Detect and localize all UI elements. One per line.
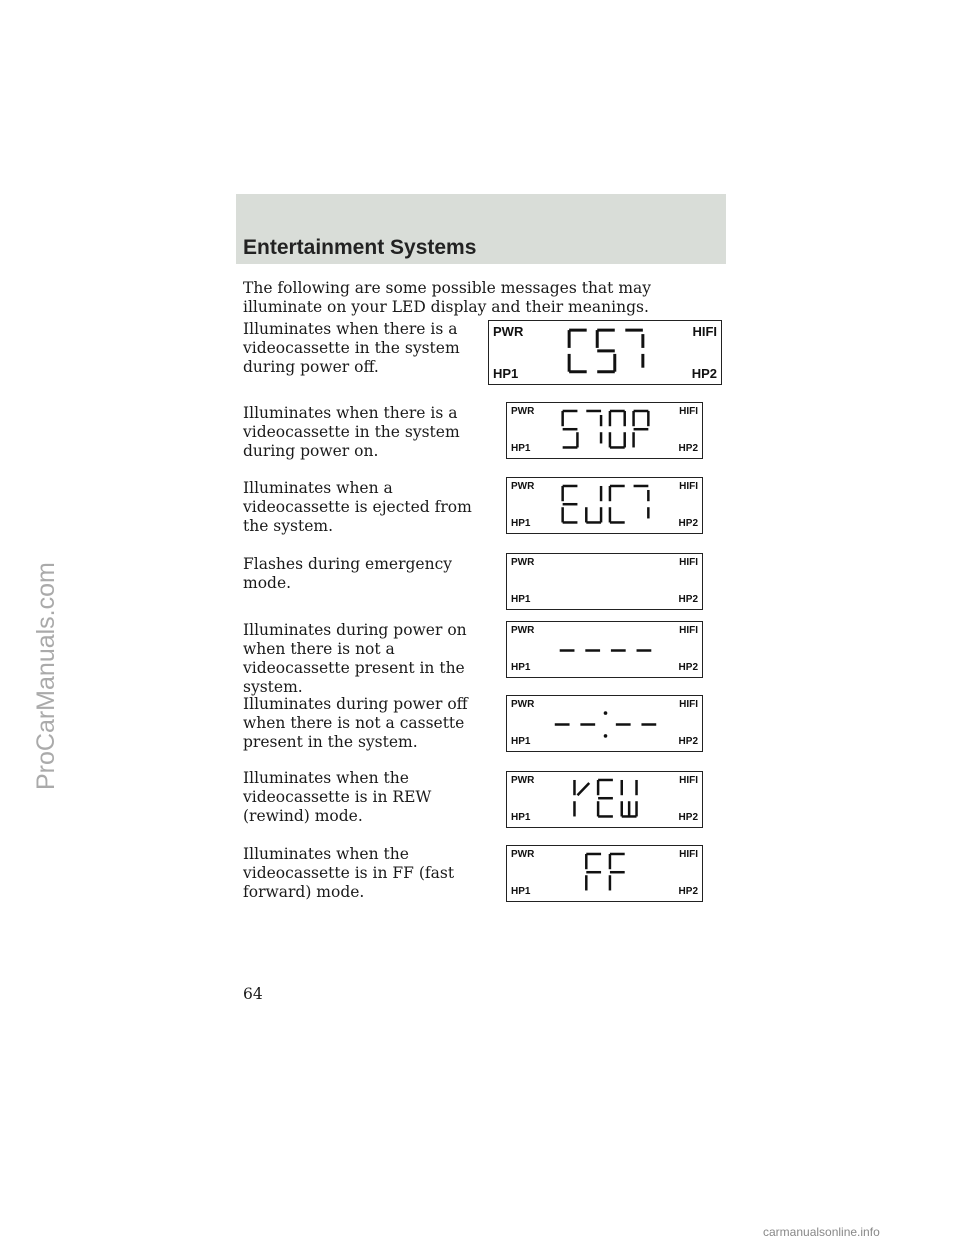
description-emergency: Flashes during emergency mode. — [243, 555, 453, 592]
description-no-cassette-power-on: Illuminates during power on when there is not a videocassette present in the system. — [243, 621, 467, 696]
hifi-indicator: HIFI — [679, 699, 698, 710]
lcd-display-rew — [506, 771, 703, 828]
hp1-indicator: HP1 — [511, 443, 531, 454]
hifi-indicator: HIFI — [679, 481, 698, 492]
hifi-indicator: HIFI — [679, 849, 698, 860]
watermark-bottom: carmanualsonline.info — [763, 1225, 880, 1239]
description-no-cassette-power-off: Illuminates during power off when there is not a cassette present in the system. — [243, 695, 468, 751]
section-title: Entertainment Systems — [243, 236, 477, 259]
intro-paragraph: The following are some possible messages that may illuminate on your LED display and their meanings. — [243, 279, 652, 316]
lcd-display-eject — [506, 477, 703, 534]
hp2-indicator: HP2 — [678, 443, 698, 454]
pwr-indicator: PWR — [511, 625, 535, 636]
hp1-indicator: HP1 — [511, 886, 531, 897]
watermark-side: ProCarManuals.com — [32, 562, 60, 790]
pwr-indicator: PWR — [511, 406, 535, 417]
hp1-indicator: HP1 — [493, 366, 519, 381]
hifi-indicator: HIFI — [679, 625, 698, 636]
description-cst: Illuminates when there is a videocassette in the system during power off. — [243, 320, 460, 376]
lcd-segment-area — [507, 696, 704, 753]
lcd-display-ff — [506, 845, 703, 902]
hp2-indicator: HP2 — [678, 662, 698, 673]
lcd-segment-area — [489, 321, 723, 386]
lcd-segment-area — [507, 403, 704, 460]
pwr-indicator: PWR — [511, 775, 535, 786]
lcd-display-emergency — [506, 553, 703, 610]
hp1-indicator: HP1 — [511, 594, 531, 605]
hp1-indicator: HP1 — [511, 736, 531, 747]
pwr-indicator: PWR — [511, 849, 535, 860]
page-number: 64 — [243, 985, 263, 1003]
lcd-segment-area — [507, 846, 704, 903]
hp2-indicator: HP2 — [678, 736, 698, 747]
hifi-indicator: HIFI — [679, 406, 698, 417]
lcd-display-cst — [488, 320, 722, 385]
pwr-indicator: PWR — [493, 324, 524, 339]
lcd-display-dashes — [506, 621, 703, 678]
description-rewind: Illuminates when the videocassette is in REW (rewind) mode. — [243, 769, 432, 825]
hifi-indicator: HIFI — [679, 557, 698, 568]
hp2-indicator: HP2 — [678, 518, 698, 529]
lcd-segment-area — [507, 554, 704, 611]
hp2-indicator: HP2 — [678, 812, 698, 823]
hp1-indicator: HP1 — [511, 518, 531, 529]
lcd-segment-area — [507, 478, 704, 535]
hifi-indicator: HIFI — [679, 775, 698, 786]
hp2-indicator: HP2 — [691, 366, 717, 381]
hp2-indicator: HP2 — [678, 886, 698, 897]
hp2-indicator: HP2 — [678, 594, 698, 605]
lcd-segment-area — [507, 772, 704, 829]
lcd-display-stop — [506, 402, 703, 459]
lcd-segment-area — [507, 622, 704, 679]
description-stop: Illuminates when there is a videocassette in the system during power on. — [243, 404, 460, 460]
hifi-indicator: HIFI — [692, 324, 717, 339]
lcd-display-dashes-colon — [506, 695, 703, 752]
description-fast-forward: Illuminates when the videocassette is in FF (fast forward) mode. — [243, 845, 455, 901]
pwr-indicator: PWR — [511, 557, 535, 568]
hp1-indicator: HP1 — [511, 662, 531, 673]
pwr-indicator: PWR — [511, 481, 535, 492]
description-eject: Illuminates when a videocassette is ejected from the system. — [243, 479, 472, 535]
hp1-indicator: HP1 — [511, 812, 531, 823]
pwr-indicator: PWR — [511, 699, 535, 710]
